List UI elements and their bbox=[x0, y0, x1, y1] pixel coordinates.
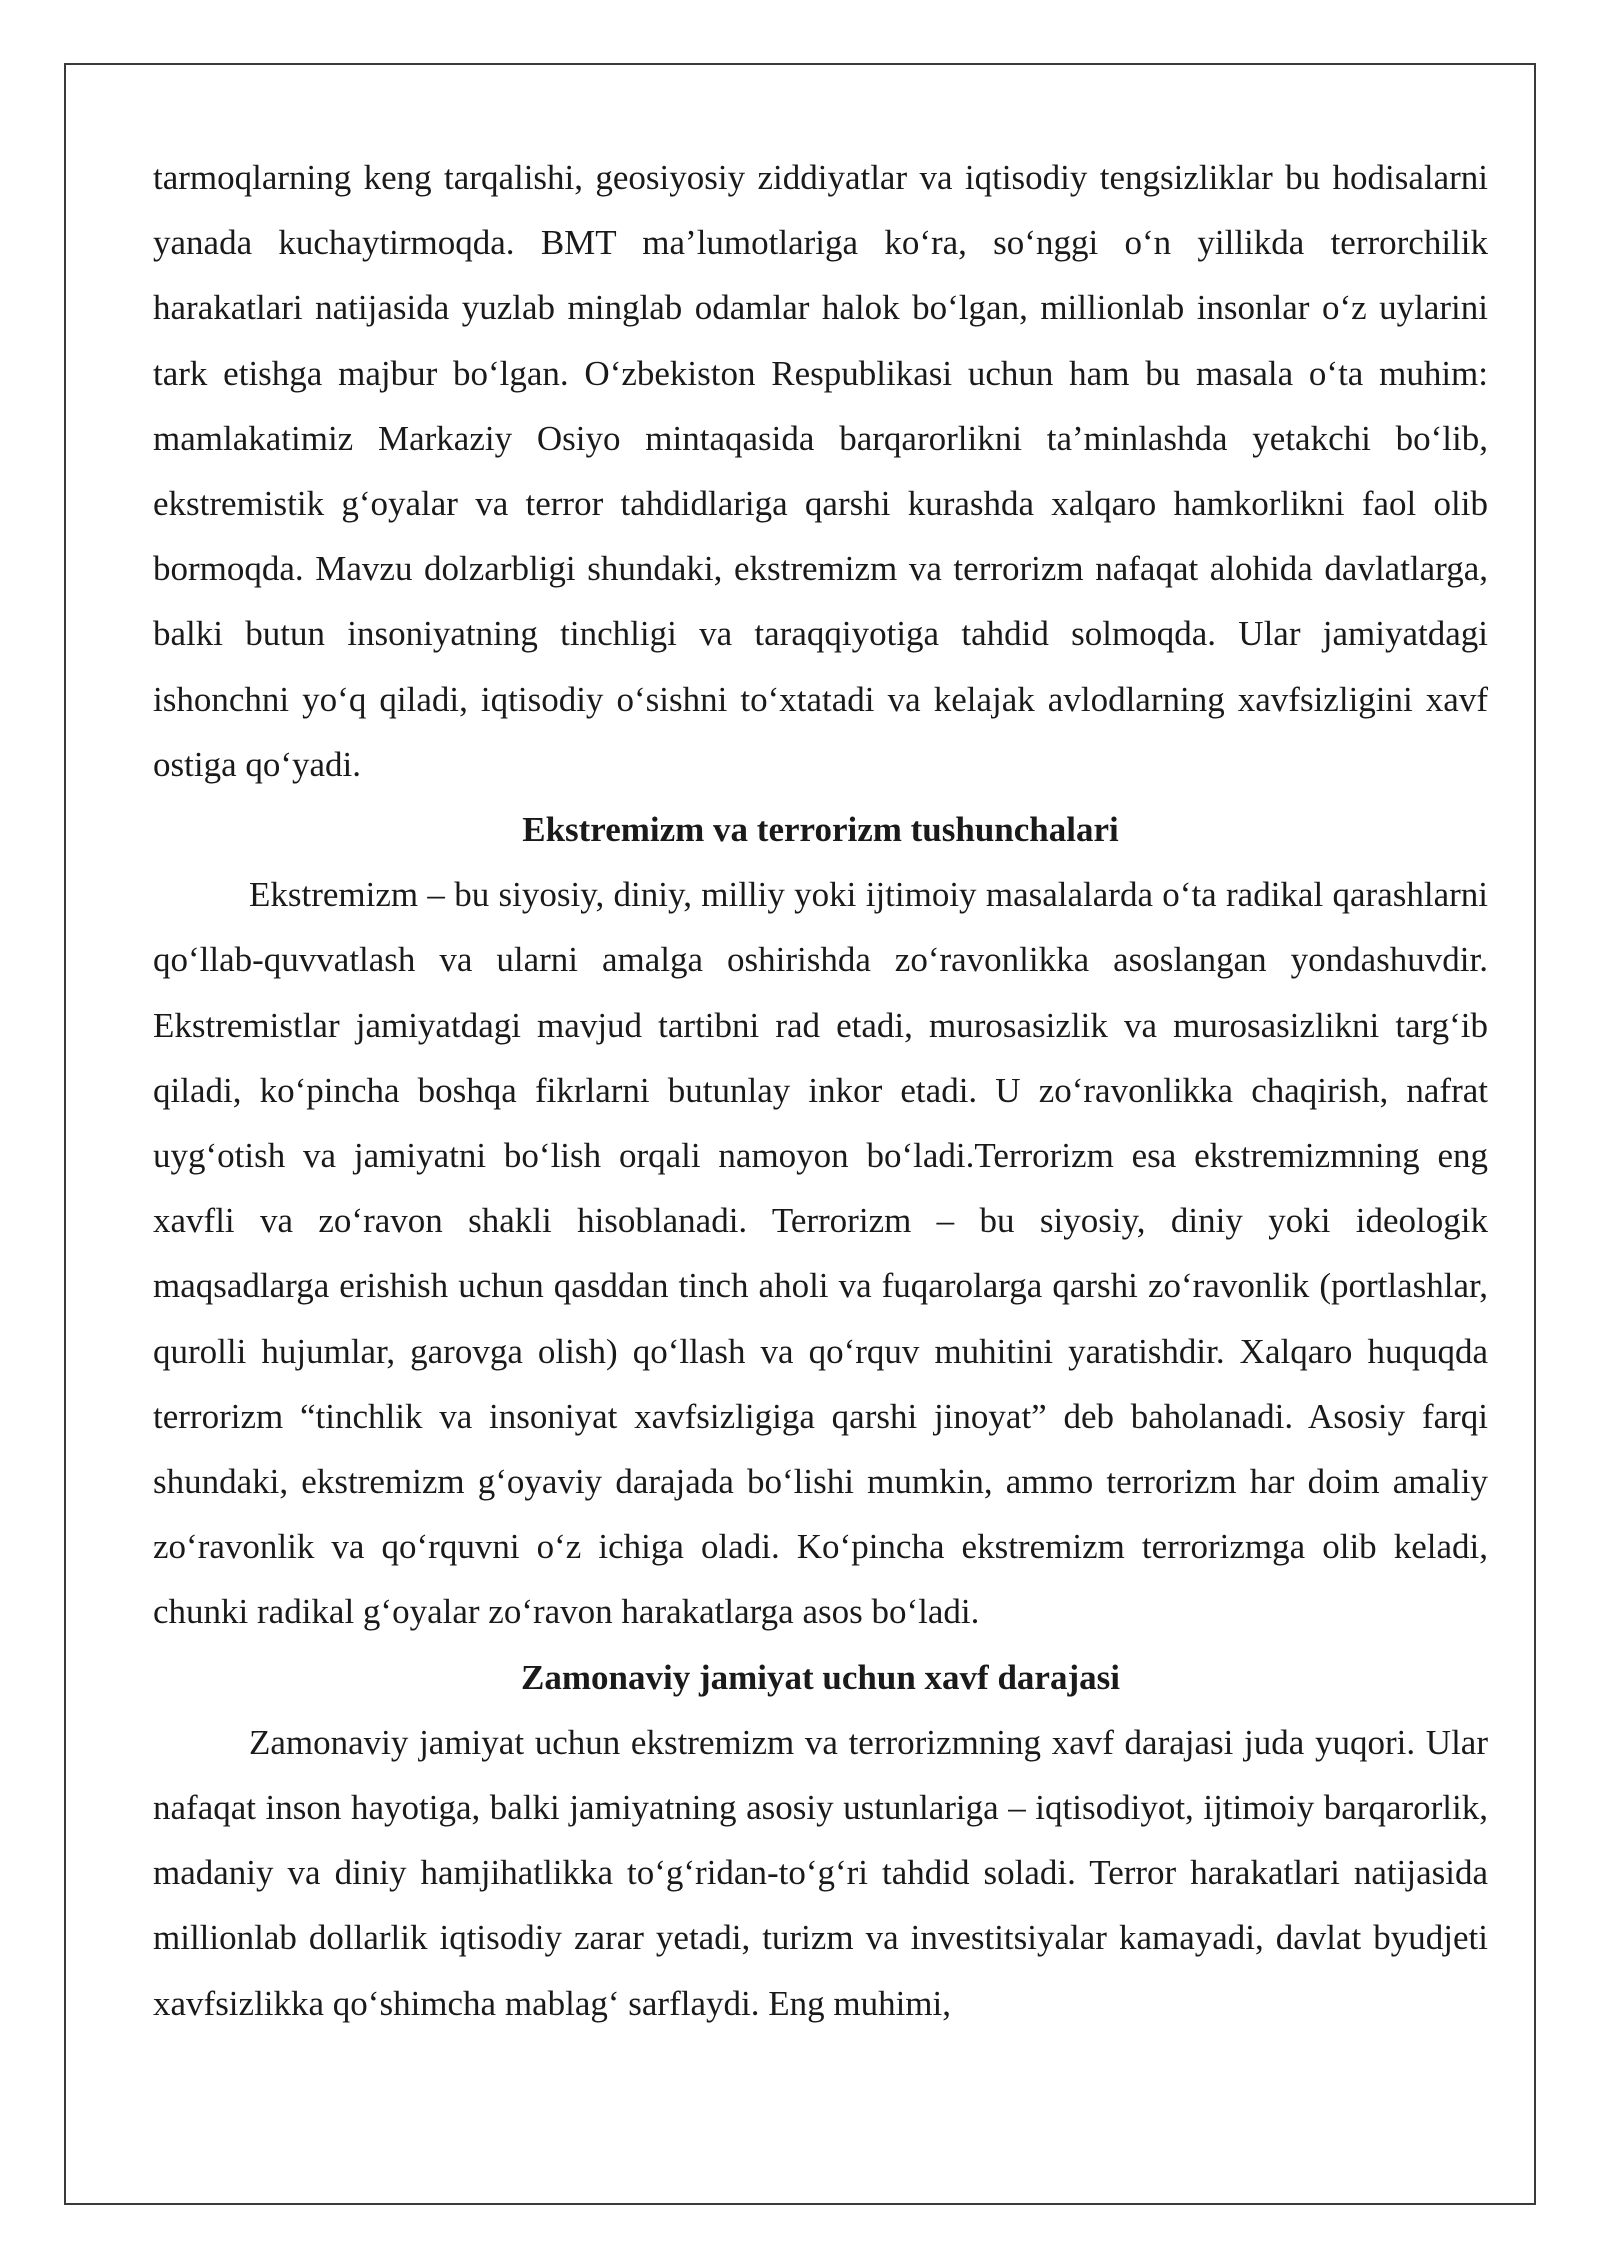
paragraph-threat-level: Zamonaviy jamiyat uchun ekstremizm va terrorizmning xavf darajasi juda yuqori. Ular nafaqat inson hayotiga, balki jamiyatning asosiy ustunlariga – iqtisodiyot, ijtimoiy barqarorlik, madaniy va diniy hamjihatlikka to‘g‘ridan-to‘g‘ri tahdid soladi. Terror harakatlari natijasida millionlab dollarlik iqtisodiy zarar yetadi, turizm va investitsiyalar kamayadi, davlat byudjeti xavfsizlikka qo‘shimcha mablag‘ sarflaydi. Eng muhimi, bbox=[153, 1722, 1488, 2023]
paragraph-continued: tarmoqlarning keng tarqalishi, geosiyosiy ziddiyatlar va iqtisodiy tengsizliklar bu hodisalarni yanada kuchaytirmoqda. BMT ma’lumotlariga ko‘ra, so‘nggi o‘n yillikda terrorchilik harakatlari natijasida yuzlab minglab odamlar halok bo‘lgan, millionlab insonlar o‘z uylarini tark etishga majbur bo‘lgan. O‘zbekiston Respublikasi uchun ham bu masala o‘ta muhim: mamlakatimiz Markaziy Osiyo mintaqasida barqarorlikni ta’minlashda yetakchi bo‘lib, ekstremistik g‘oyalar va terror tahdidlariga qarshi kurashda xalqaro hamkorlikni faol olib bormoqda. Mavzu dolzarbligi shundaki, ekstremizm va terrorizm nafaqat alohida davlatlarga, balki butun insoniyatning tinchligi va taraqqiyotiga tahdid solmoqda. Ular jamiyatdagi ishonchni yo‘q qiladi, iqtisodiy o‘sishni to‘xtatadi va kelajak avlodlarning xavfsizligini xavf ostiga qo‘yadi. bbox=[153, 158, 1488, 784]
paragraph-concepts: Ekstremizm – bu siyosiy, diniy, milliy yoki ijtimoiy masalalarda o‘ta radikal qarashlarni qo‘llab-quvvatlash va ularni amalga oshirishda zo‘ravonlikka asoslangan yondashuvdir. Ekstremistlar jamiyatdagi mavjud tartibni rad etadi, murosasizlik va murosasizlikni targ‘ib qiladi, ko‘pincha boshqa fikrlarni butunlay inkor etadi. U zo‘ravonlikka chaqirish, nafrat uyg‘otish va jamiyatni bo‘lish orqali namoyon bo‘ladi.Terrorizm esa ekstremizmning eng xavfli va zo‘ravon shakli hisoblanadi. Terrorizm – bu siyosiy, diniy yoki ideologik maqsadlarga erishish uchun qasddan tinch aholi va fuqarolarga qarshi zo‘ravonlik (portlashlar, qurolli hujumlar, garovga olish) qo‘llash va qo‘rquv muhitini yaratishdir. Xalqaro huquqda terrorizm “tinchlik va insoniyat xavfsizligiga qarshi jinoyat” deb baholanadi. Asosiy farqi shundaki, ekstremizm g‘oyaviy darajada bo‘lishi mumkin, ammo terrorizm har doim amaliy zo‘ravonlik va qo‘rquvni o‘z ichiga oladi. Ko‘pincha ekstremizm terrorizmga olib keladi, chunki radikal g‘oyalar zo‘ravon harakatlarga asos bo‘ladi. bbox=[153, 875, 1488, 1632]
section-heading-threat-level: Zamonaviy jamiyat uchun xavf darajasi bbox=[521, 1657, 1120, 1697]
document-body bbox=[153, 145, 1488, 2036]
section-heading-concepts: Ekstremizm va terrorizm tushunchalari bbox=[522, 810, 1119, 850]
